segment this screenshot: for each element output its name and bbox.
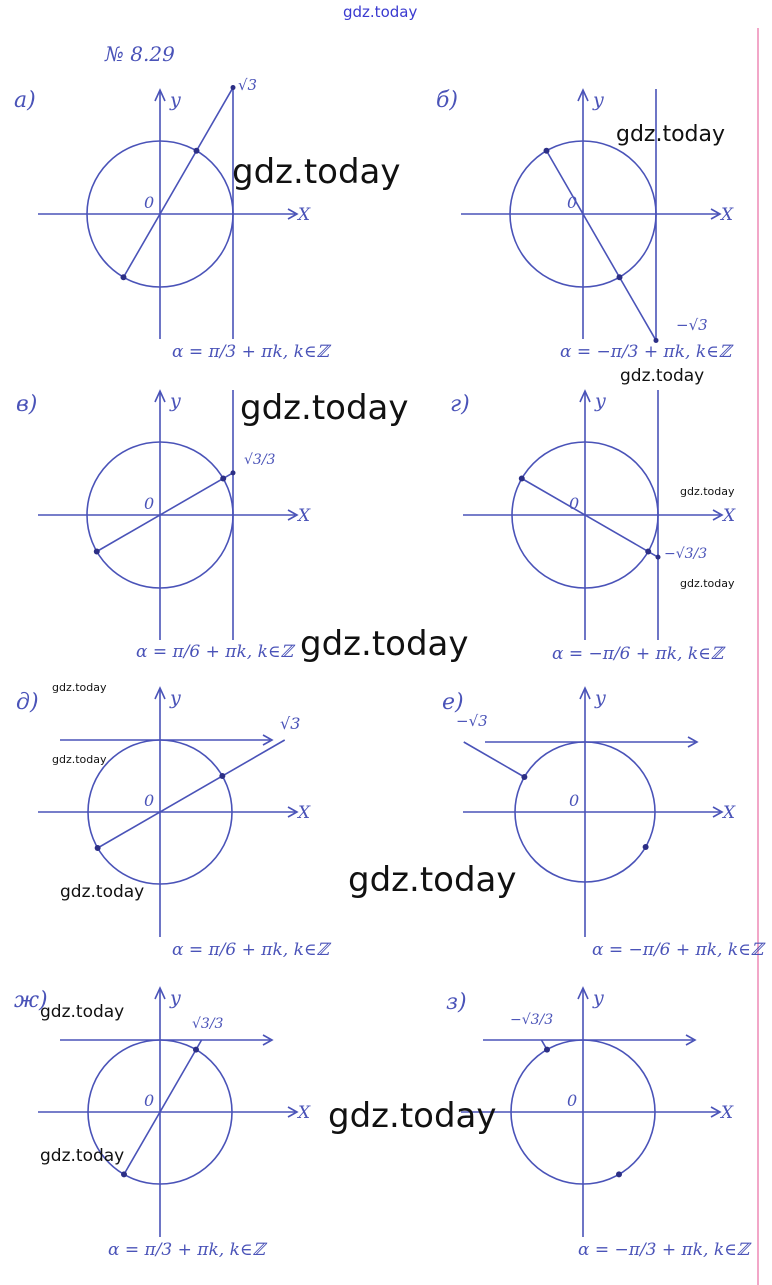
solution-point [121,274,127,280]
origin-label: 0 [144,494,155,513]
origin-label: 0 [567,193,578,212]
angle-ray [464,742,525,777]
tangent-label-g: −√3/3 [664,546,708,562]
answer-d: α = π/6 + πk, k∈ℤ [172,940,329,960]
answer-zh: α = π/3 + πk, k∈ℤ [108,1240,265,1260]
watermark: gdz.today [40,1002,125,1022]
angle-ray [98,740,285,848]
origin-label: 0 [144,1091,155,1110]
solution-point [544,1047,550,1053]
x-axis-label: X [298,205,311,225]
solution-point [645,549,651,555]
solution-point [643,844,649,850]
answer-g: α = −π/6 + πk, k∈ℤ [552,644,724,664]
origin-label: 0 [569,494,580,513]
y-axis-label: y [593,987,604,1009]
watermark: gdz.today [680,577,735,590]
x-axis-label: X [298,506,311,526]
tangent-point [231,470,236,475]
answer-z: α = −π/3 + πk, k∈ℤ [578,1240,750,1260]
answer-v: α = π/6 + πk, k∈ℤ [136,642,293,662]
watermark: gdz.today [328,1096,497,1136]
watermark: gdz.today [40,1146,125,1166]
solution-point [521,774,527,780]
answer-b: α = −π/3 + πk, k∈ℤ [560,342,732,362]
angle-ray [547,151,657,341]
x-axis-label: X [721,1103,734,1123]
tangent-label-a: √3 [238,76,258,94]
x-axis-label: X [721,205,734,225]
solution-point [220,476,226,482]
angle-ray [124,88,234,278]
solution-point [544,148,550,154]
header-watermark: gdz.today [343,3,418,21]
watermark: gdz.today [620,366,705,386]
origin-label: 0 [567,1091,578,1110]
tangent-label-b: −√3 [676,316,708,334]
solution-point [95,845,101,851]
solution-point [519,476,525,482]
tangent-label-zh: √3/3 [192,1016,224,1032]
watermark: gdz.today [52,681,107,694]
part-letter-b: б) [436,88,459,113]
tangent-label-d: √3 [280,714,301,733]
watermark: gdz.today [680,485,735,498]
x-axis-label: X [298,1103,311,1123]
solution-point [193,1047,199,1053]
angle-ray [522,479,658,558]
y-axis-label: y [593,89,604,111]
y-axis-label: y [595,687,606,709]
origin-label: 0 [569,791,580,810]
angle-ray [124,1040,202,1174]
y-axis-label: y [170,687,181,709]
solution-point [617,274,623,280]
part-letter-g: г) [450,392,470,417]
origin-label: 0 [144,791,155,810]
watermark: gdz.today [240,388,409,428]
tangent-label-v: √3/3 [244,452,276,468]
part-letter-d: д) [16,690,39,715]
y-axis-label: y [595,390,606,412]
part-letter-e: е) [442,690,464,715]
solution-point [616,1171,622,1177]
solution-point [94,549,100,555]
watermark: gdz.today [60,882,145,902]
tangent-label-z: −√3/3 [510,1012,554,1028]
part-letter-z: з) [446,990,467,1015]
x-axis-label: X [723,803,736,823]
y-axis-label: y [170,390,181,412]
part-letter-a: a) [14,88,36,113]
solution-point [121,1171,127,1177]
watermark: gdz.today [52,753,107,766]
answer-a: α = π/3 + πk, k∈ℤ [172,342,329,362]
answer-e: α = −π/6 + πk, k∈ℤ [592,940,764,960]
angle-ray [97,473,233,552]
y-axis-label: y [170,89,181,111]
x-axis-label: X [298,803,311,823]
tangent-point [231,85,236,90]
solution-point [219,773,225,779]
watermark: gdz.today [348,860,517,900]
y-axis-label: y [170,987,181,1009]
watermark: gdz.today [300,624,469,664]
problem-number: № 8.29 [105,42,175,66]
tangent-point [656,555,661,560]
solution-point [194,148,200,154]
tangent-label-e: −√3 [456,712,488,730]
x-axis-label: X [723,506,736,526]
origin-label: 0 [144,193,155,212]
part-letter-zh: ж) [14,988,48,1013]
watermark: gdz.today [616,122,726,147]
part-letter-v: в) [16,392,38,417]
watermark: gdz.today [232,152,401,192]
